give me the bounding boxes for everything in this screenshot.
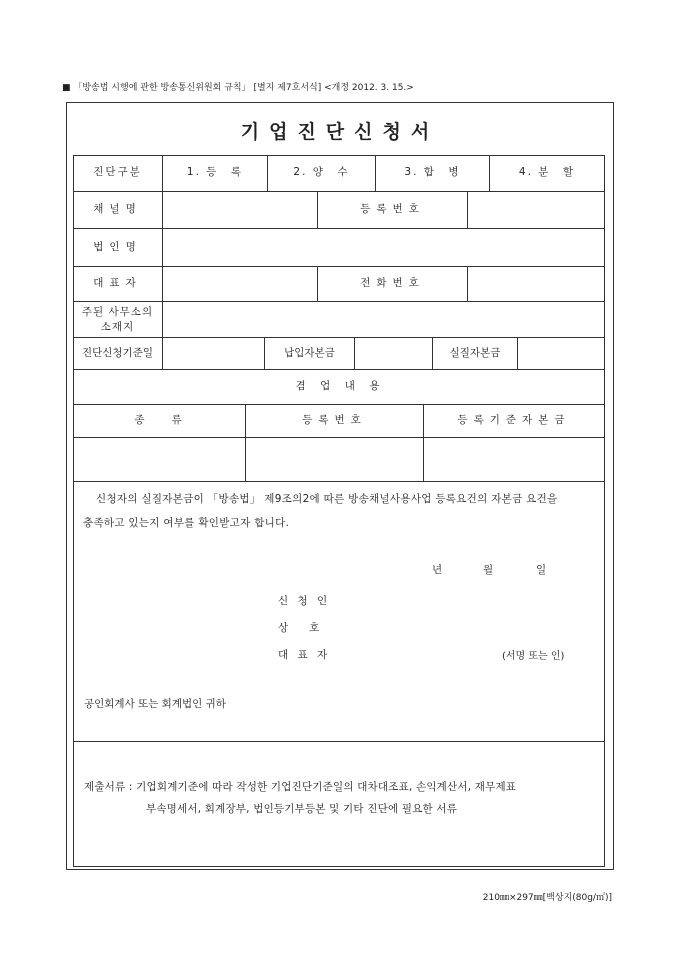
phone-label: 전화번호 bbox=[318, 267, 468, 302]
type-option-register[interactable]: 1. 등 록 bbox=[163, 155, 268, 192]
sb-capital-label: 등록기준자본금 bbox=[424, 405, 605, 438]
type-option-split[interactable]: 4. 분 할 bbox=[490, 155, 605, 192]
office-label-line2: 소재지 bbox=[100, 320, 135, 333]
kind-field[interactable] bbox=[73, 438, 246, 482]
base-date-field[interactable] bbox=[163, 338, 265, 370]
docs-line2: 부속명세서, 회계장부, 법인등기부등본 및 기타 진단에 필요한 서류 bbox=[146, 803, 458, 815]
applicant-label: 신 청 인 bbox=[278, 595, 331, 607]
corp-name-field[interactable] bbox=[163, 229, 605, 267]
paper-size: 210㎜×297㎜[백상지(80g/㎡)] bbox=[482, 893, 612, 903]
office-field[interactable] bbox=[163, 302, 605, 338]
statement-line1: 신청자의 실질자본금이 「방송법」 제9조의2에 따른 방송채널사용사업 등록요건의 자본금 요건을 bbox=[96, 493, 558, 505]
channel-name-label: 채널명 bbox=[73, 192, 163, 229]
kind-label: 종 류 bbox=[73, 405, 246, 438]
reg-no-field[interactable] bbox=[468, 192, 605, 229]
signature-note: (서명 또는 인) bbox=[502, 651, 565, 662]
statement-line2: 충족하고 있는지 여부를 확인받고자 합니다. bbox=[83, 517, 290, 529]
office-label bbox=[73, 302, 163, 338]
office-label-line1: 주된 사무소의 bbox=[81, 305, 154, 318]
date-month: 월 bbox=[483, 564, 494, 576]
representative-field[interactable] bbox=[163, 267, 318, 302]
reg-no-label: 등록번호 bbox=[318, 192, 468, 229]
rep-label: 대 표 자 bbox=[278, 649, 331, 661]
real-capital-label: 실질자본금 bbox=[433, 338, 518, 370]
phone-field[interactable] bbox=[468, 267, 605, 302]
type-label: 진단구분 bbox=[73, 155, 163, 192]
paid-capital-label: 납입자본금 bbox=[265, 338, 355, 370]
type-option-merger[interactable]: 3. 합 병 bbox=[376, 155, 490, 192]
form-title: 기업진단신청서 bbox=[240, 121, 440, 143]
base-date-label: 진단신청기준일 bbox=[73, 338, 163, 370]
representative-label: 대표자 bbox=[73, 267, 163, 302]
real-capital-field[interactable] bbox=[518, 338, 605, 370]
docs-line1: 제출서류 : 기업회계기준에 따라 작성한 기업진단기준일의 대차대조표, 손익계산서, 재무제표 bbox=[84, 781, 517, 793]
side-business-header: 겸 업 내 용 bbox=[73, 370, 605, 405]
paid-capital-field[interactable] bbox=[355, 338, 433, 370]
channel-name-field[interactable] bbox=[163, 192, 318, 229]
addressee: 공인회계사 또는 회계법인 귀하 bbox=[84, 698, 226, 710]
date-year: 년 bbox=[432, 564, 443, 576]
type-option-transfer[interactable]: 2. 양 수 bbox=[268, 155, 376, 192]
sb-reg-no-field[interactable] bbox=[246, 438, 424, 482]
date-day: 일 bbox=[536, 564, 547, 576]
corp-name-label: 법인명 bbox=[73, 229, 163, 267]
sb-reg-no-label: 등록번호 bbox=[246, 405, 424, 438]
sb-capital-field[interactable] bbox=[424, 438, 605, 482]
header-note: ■ 「방송법 시행에 관한 방송통신위원회 규칙」 [별지 제7호서식] <개정 2012. 3. 15.> bbox=[62, 83, 414, 93]
company-label: 상 호 bbox=[278, 622, 320, 634]
